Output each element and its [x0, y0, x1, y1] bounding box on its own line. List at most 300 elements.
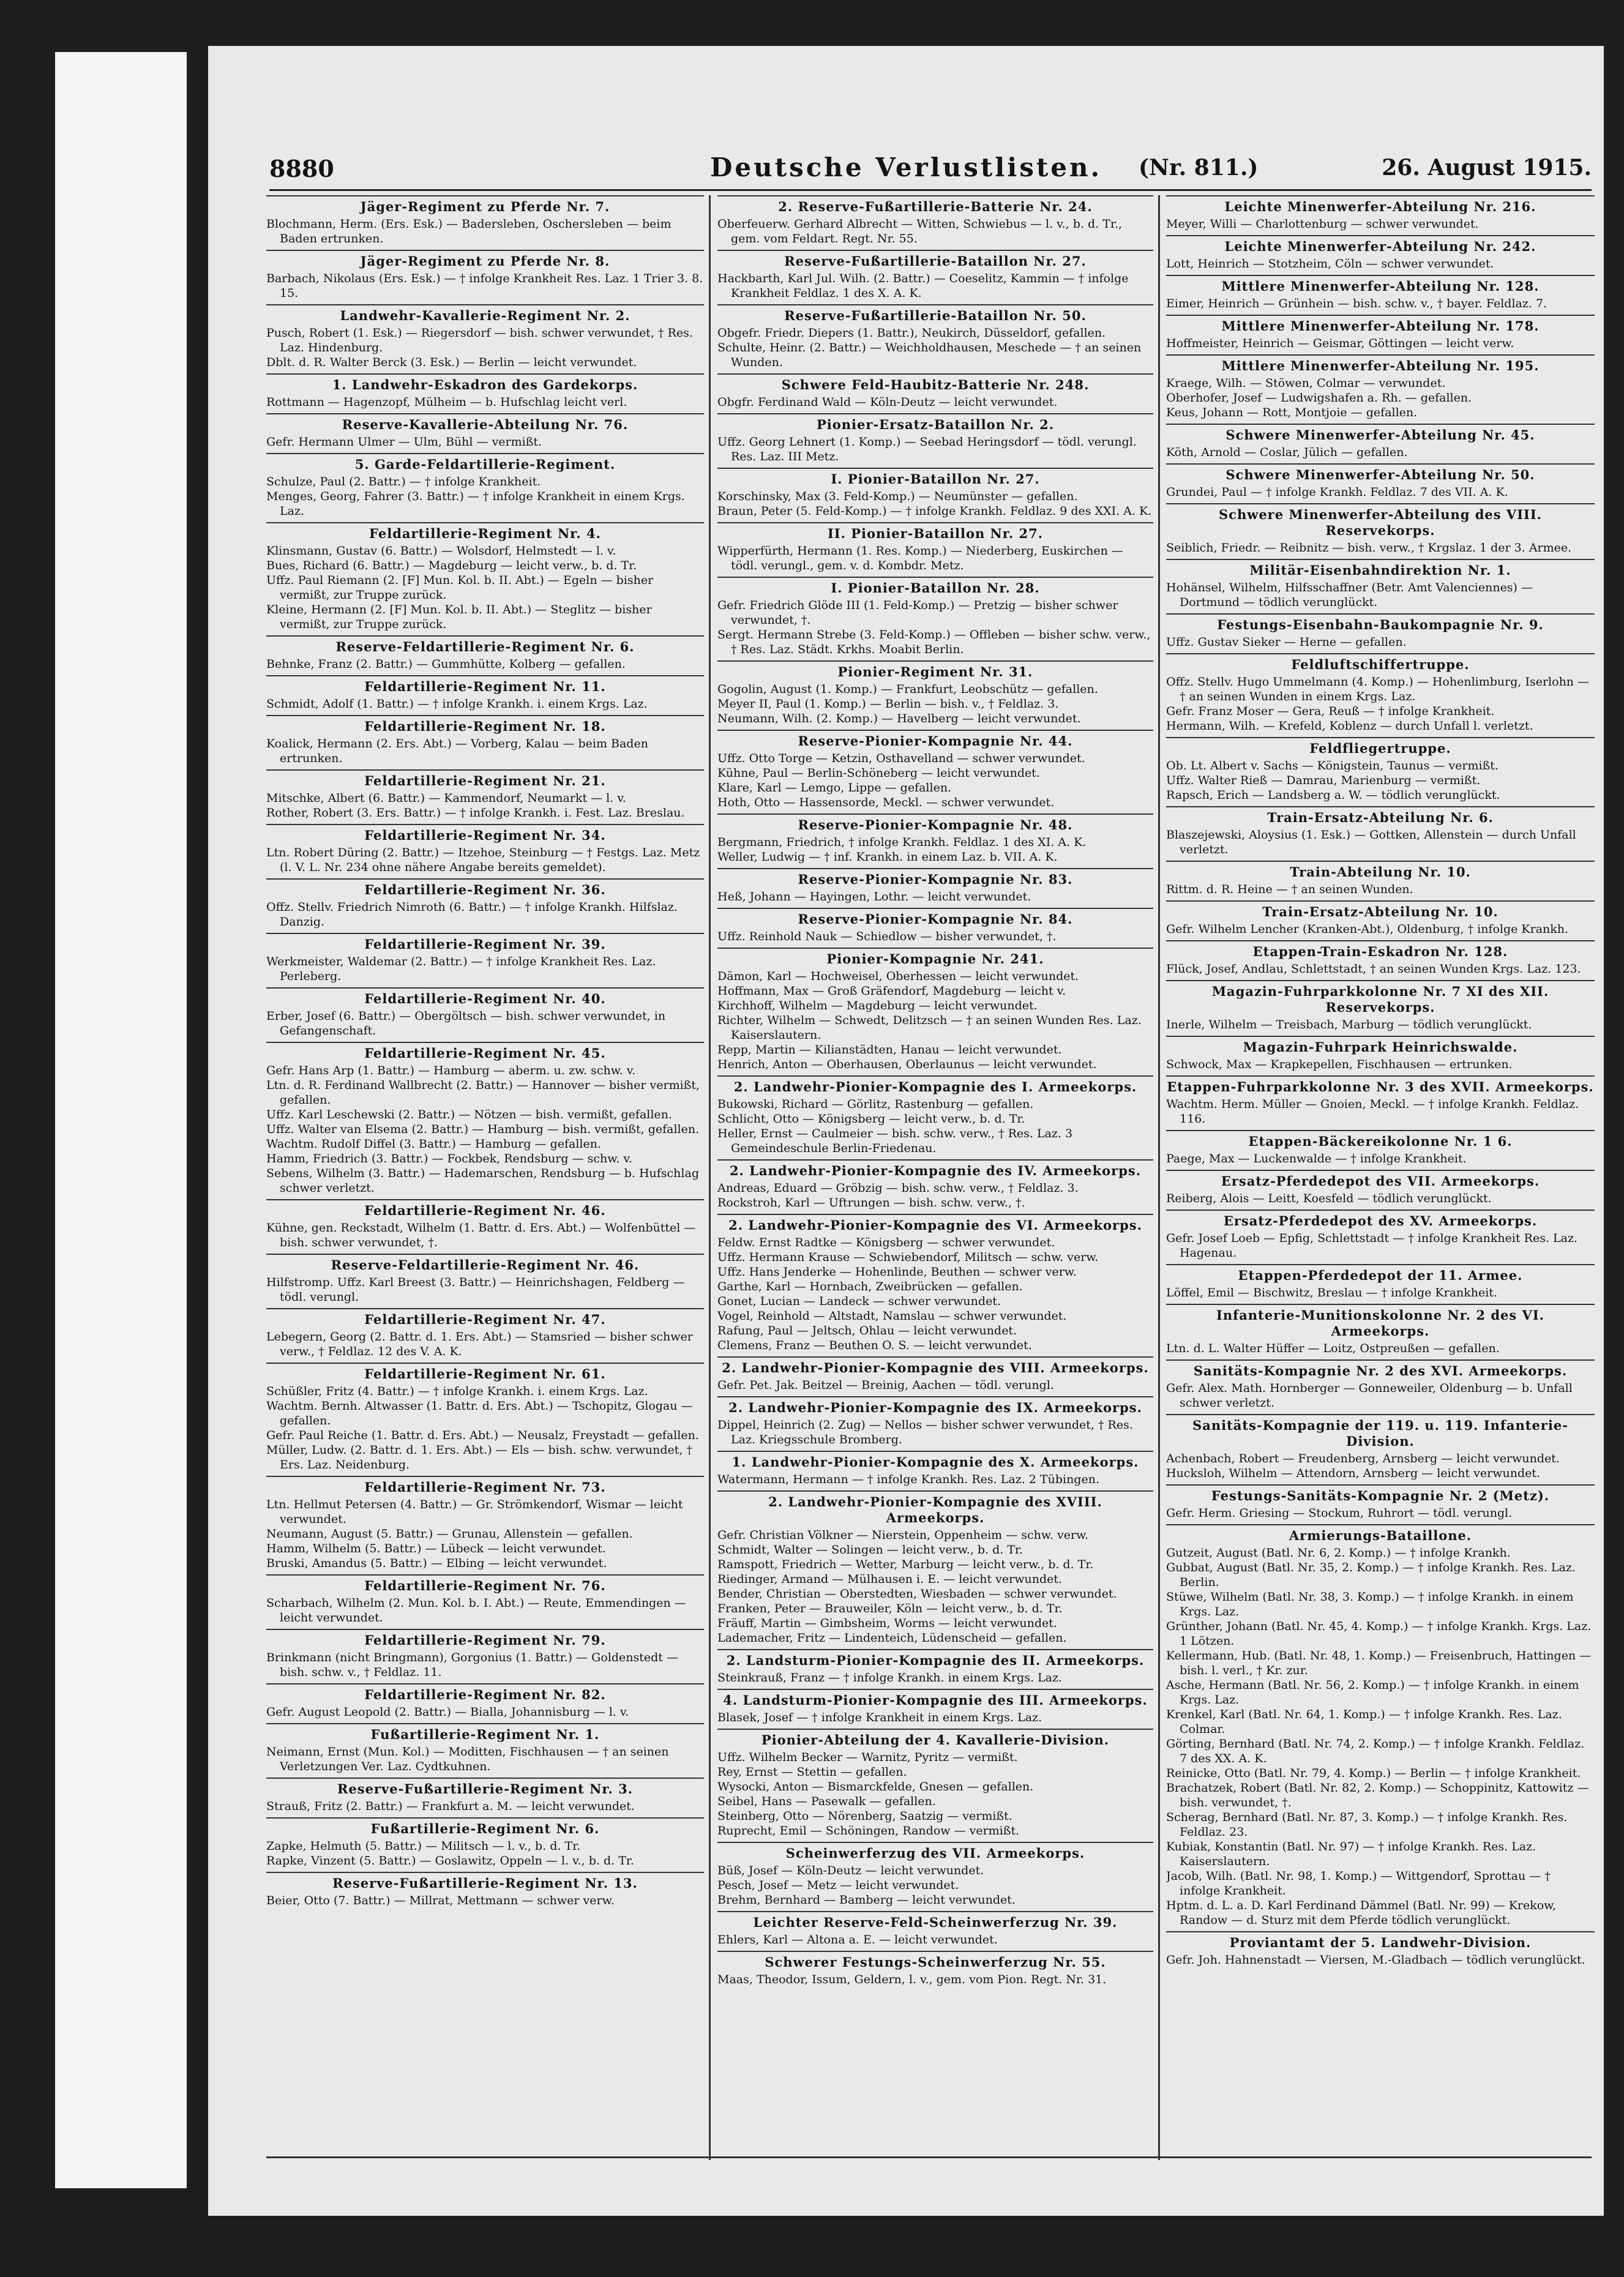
unit-heading: 2. Landwehr-Pionier-Kompagnie des VIII. Armeekorps. — [722, 1360, 1149, 1375]
unit-heading: Leichte Minenwerfer-Abteilung Nr. 242. — [1224, 239, 1536, 254]
casualty-entry: Wachtm. Herm. Müller — Gnoien, Meckl. — † infolge Krankh. Feldlaz. 116. — [1166, 1097, 1579, 1126]
casualty-section — [266, 1476, 704, 1574]
unit-heading: Reserve-Pionier-Kompagnie Nr. 44. — [798, 733, 1073, 749]
column-1 — [266, 195, 704, 2154]
unit-heading: Feldfliegertruppe. — [1309, 741, 1451, 756]
casualty-entry: Steinberg, Otto — Nörenberg, Saatzig — vermißt. — [717, 1809, 1012, 1823]
unit-heading: 2. Reserve-Fußartillerie-Batterie Nr. 24. — [778, 199, 1093, 214]
casualty-entry: Offz. Stellv. Friedrich Nimroth (6. Battr.) — † infolge Krankh. Hilfslaz. Danzig. — [266, 900, 678, 929]
casualty-section — [717, 1075, 1153, 1159]
casualty-entry: Gefr. Hermann Ulmer — Ulm, Bühl — vermißt. — [266, 435, 542, 449]
casualty-entry: Lademacher, Fritz — Lindenteich, Lüdenscheid — gefallen. — [717, 1631, 1067, 1645]
casualty-section — [717, 577, 1153, 660]
page-header — [269, 150, 1592, 191]
casualty-entry: Meyer II, Paul (1. Komp.) — Berlin — bish. v., † Feldlaz. 3. — [717, 697, 1059, 711]
unit-heading: Magazin-Fuhrpark Heinrichswalde. — [1243, 1039, 1518, 1055]
unit-heading: Etappen-Fuhrparkkolonne Nr. 3 des XVII. Armeekorps. — [1167, 1079, 1594, 1094]
unit-heading: Train-Ersatz-Abteilung Nr. 6. — [1267, 810, 1494, 825]
casualty-entry: Kirchhoff, Wilhelm — Magdeburg — leicht verwundet. — [717, 999, 1038, 1012]
casualty-section — [1166, 806, 1595, 861]
casualty-entry: Schlicht, Otto — Königsberg — leicht verw., b. d. Tr. — [717, 1112, 1025, 1126]
casualty-entry: Obgefr. Friedr. Diepers (1. Battr.), Neukirch, Düsseldorf, gefallen. — [717, 326, 1106, 340]
unit-heading: 2. Landsturm-Pionier-Kompagnie des II. Armeekorps. — [726, 1653, 1145, 1668]
casualty-entry: Ehlers, Karl — Altona a. E. — leicht verwundet. — [717, 1933, 998, 1946]
column-2 — [717, 195, 1153, 2154]
casualty-section — [717, 195, 1153, 250]
column-3 — [1166, 195, 1595, 2154]
casualty-entry: Scharbach, Wilhelm (2. Mun. Kol. b. I. Abt.) — Reute, Emmendingen — leicht verwundet. — [266, 1596, 686, 1625]
casualty-entry: Wipperfürth, Hermann (1. Res. Komp.) — Niederberg, Euskirchen — tödl. verungl., gem. v. d. Kombdr. Metz. — [717, 544, 1123, 572]
unit-heading: Pionier-Kompagnie Nr. 241. — [826, 951, 1044, 967]
casualty-section — [266, 635, 704, 675]
casualty-entry: Oberfeuerw. Gerhard Albrecht — Witten, Schwiebus — l. v., b. d. Tr., gem. vom Feldart. Regt. Nr. 55. — [717, 217, 1123, 245]
unit-heading: Sanitäts-Kompagnie Nr. 2 des XVI. Armeekorps. — [1193, 1363, 1568, 1378]
casualty-entry: Reinicke, Otto (Batl. Nr. 79, 4. Komp.) — Berlin — † infolge Krankheit. — [1166, 1767, 1581, 1780]
unit-heading: Militär-Eisenbahndirektion Nr. 1. — [1249, 563, 1511, 578]
unit-heading: Feldartillerie-Regiment Nr. 82. — [364, 1687, 606, 1702]
casualty-entry: Schmidt, Adolf (1. Battr.) — † infolge Krankh. i. einem Krgs. Laz. — [266, 697, 648, 711]
casualty-section — [1166, 1075, 1595, 1130]
casualty-entry: Hilfstromp. Uffz. Karl Breest (3. Battr.) — Heinrichshagen, Feldberg — tödl. verungl. — [266, 1276, 685, 1304]
casualty-entry: Kubiak, Konstantin (Batl. Nr. 97) — † infolge Krankh. Res. Laz. Kaiserslautern. — [1166, 1840, 1536, 1868]
casualty-entry: Uffz. Walter Rieß — Damrau, Marienburg — vermißt. — [1166, 774, 1481, 787]
unit-heading: Leichte Minenwerfer-Abteilung Nr. 216. — [1224, 199, 1536, 214]
casualty-entry: Uffz. Walter van Elsema (2. Battr.) — Hamburg — bish. vermißt, gefallen. — [266, 1123, 700, 1136]
casualty-entry: Lebegern, Georg (2. Battr. d. 1. Ers. Abt.) — Stamsried — bisher schwer verw., † Feldlaz. 12 des V. A. K. — [266, 1330, 693, 1358]
casualty-entry: Achenbach, Robert — Freudenberg, Arnsberg — leicht verwundet. — [1166, 1452, 1560, 1465]
casualty-entry: Schmidt, Walter — Solingen — leicht verw., b. d. Tr. — [717, 1543, 1023, 1557]
unit-heading: Leichter Reserve-Feld-Scheinwerferzug Nr. 39. — [753, 1915, 1118, 1930]
page-number: 8880 — [269, 155, 334, 182]
casualty-entry: Paege, Max — Luckenwalde — † infolge Krankheit. — [1166, 1152, 1467, 1165]
unit-heading: Etappen-Bäckereikolonne Nr. 1 6. — [1248, 1134, 1513, 1149]
unit-heading: 1. Landwehr-Eskadron des Gardekorps. — [332, 377, 638, 392]
unit-heading: Jäger-Regiment zu Pferde Nr. 7. — [360, 199, 610, 214]
casualty-section — [1166, 1264, 1595, 1304]
unit-heading: 4. Landsturm-Pionier-Kompagnie des III. Armeekorps. — [723, 1692, 1148, 1708]
casualty-entry: Hackbarth, Karl Jul. Wilh. (2. Battr.) — Coeselitz, Kammin — † infolge Krankheit Feldlaz. 1 des X. A. K. — [717, 272, 1129, 300]
casualty-section — [266, 1363, 704, 1476]
casualty-entry: Schulze, Paul (2. Battr.) — † infolge Krankheit. — [266, 475, 541, 488]
casualty-entry: Gefr. Josef Loeb — Epfig, Schlettstadt — † infolge Krankheit Res. Laz. Hagenau. — [1166, 1232, 1578, 1260]
unit-heading: Feldartillerie-Regiment Nr. 61. — [364, 1366, 606, 1382]
casualty-entry: Brachatzek, Robert (Batl. Nr. 82, 2. Komp.) — Schoppinitz, Kattowitz — bish. verwundet, †. — [1166, 1781, 1589, 1809]
unit-heading: Pionier-Ersatz-Bataillon Nr. 2. — [816, 417, 1055, 432]
casualty-section — [1166, 1210, 1595, 1264]
casualty-entry: Repp, Martin — Kilianstädten, Hanau — leicht verwundet. — [717, 1043, 1062, 1056]
casualty-section — [266, 522, 704, 635]
casualty-section — [717, 373, 1153, 413]
casualty-section — [1166, 235, 1595, 275]
casualty-section — [717, 1159, 1153, 1214]
casualty-entry: Gefr. Paul Reiche (1. Battr. d. Ers. Abt.) — Neusalz, Freystadt — gefallen. — [266, 1429, 699, 1442]
casualty-section — [1166, 1414, 1595, 1484]
casualty-entry: Sergt. Hermann Strebe (3. Feld-Komp.) — Offleben — bisher schw. verw., † Res. Laz. Städt. Krkhs. Moabit Berlin. — [717, 628, 1151, 656]
casualty-entry: Asche, Hermann (Batl. Nr. 56, 2. Komp.) — † infolge Krankh. in einem Krgs. Laz. — [1166, 1678, 1579, 1707]
casualty-section — [266, 373, 704, 413]
unit-heading: Schwerer Festungs-Scheinwerferzug Nr. 55. — [765, 1954, 1106, 1970]
casualty-entry: Wachtm. Rudolf Diffel (3. Battr.) — Hamburg — gefallen. — [266, 1137, 602, 1151]
casualty-entry: Ltn. Robert Düring (2. Battr.) — Itzehoe, Steinburg — † Festgs. Laz. Metz (l. V. L. Nr. 234 ohne nähere Angabe bereits gemeldet). — [266, 846, 700, 874]
casualty-section — [1166, 463, 1595, 503]
casualty-section — [1166, 1484, 1595, 1524]
casualty-section — [717, 1842, 1153, 1911]
casualty-entry: Hohänsel, Wilhelm, Hilfsschaffner (Betr. Amt Valenciennes) — Dortmund — tödlich verunglückt. — [1166, 581, 1533, 609]
unit-heading: Reserve-Fußartillerie-Regiment Nr. 3. — [337, 1781, 634, 1797]
casualty-section — [717, 660, 1153, 730]
casualty-entry: Rafung, Paul — Jeltsch, Ohlau — leicht verwundet. — [717, 1324, 1017, 1337]
column-divider — [1158, 195, 1160, 2160]
casualty-entry: Brinkmann (nicht Bringmann), Gorgonius (1. Battr.) — Goldenstedt — bish. schw. v., † Feldlaz. 11. — [266, 1651, 678, 1679]
casualty-entry: Neumann, August (5. Battr.) — Grunau, Allenstein — gefallen. — [266, 1527, 633, 1541]
casualty-section — [266, 1683, 704, 1723]
casualty-entry: Uffz. Wilhelm Becker — Warnitz, Pyritz — vermißt. — [717, 1751, 1018, 1764]
casualty-entry: Garthe, Karl — Hornbach, Zweibrücken — gefallen. — [717, 1280, 1023, 1293]
casualty-section — [717, 1490, 1153, 1649]
casualty-entry: Korschinsky, Max (3. Feld-Komp.) — Neumünster — gefallen. — [717, 490, 1078, 503]
casualty-entry: Hucksloh, Wilhelm — Attendorn, Arnsberg — leicht verwundet. — [1166, 1467, 1541, 1480]
unit-heading: I. Pionier-Bataillon Nr. 28. — [831, 580, 1040, 596]
unit-heading: Mittlere Minenwerfer-Abteilung Nr. 195. — [1221, 358, 1540, 373]
unit-heading: Feldartillerie-Regiment Nr. 45. — [364, 1045, 606, 1061]
casualty-entry: Schüßler, Fritz (4. Battr.) — † infolge Krankh. i. einem Krgs. Laz. — [266, 1385, 648, 1398]
casualty-section — [717, 908, 1153, 948]
casualty-entry: Bukowski, Richard — Görlitz, Rastenburg — gefallen. — [717, 1097, 1034, 1111]
unit-heading: 2. Landwehr-Pionier-Kompagnie des I. Armeekorps. — [733, 1079, 1137, 1094]
casualty-section — [717, 1729, 1153, 1842]
casualty-entry: Hamm, Friedrich (3. Battr.) — Fockbek, Rendsburg — schw. v. — [266, 1152, 632, 1165]
casualty-entry: Maas, Theodor, Issum, Geldern, l. v., gem. vom Pion. Regt. Nr. 31. — [717, 1973, 1107, 1986]
unit-heading: Reserve-Feldartillerie-Regiment Nr. 6. — [335, 639, 635, 654]
casualty-entry: Clemens, Franz — Beuthen O. S. — leicht verwundet. — [717, 1339, 1032, 1352]
unit-heading: Feldartillerie-Regiment Nr. 4. — [369, 526, 601, 541]
casualty-entry: Gefr. Wilhelm Lencher (Kranken-Abt.), Oldenburg, † infolge Krankh. — [1166, 922, 1569, 936]
unit-heading: II. Pionier-Bataillon Nr. 27. — [827, 526, 1044, 541]
casualty-entry: Seiblich, Friedr. — Reibnitz — bish. verw., † Krgslaz. 1 der 3. Armee. — [1166, 541, 1572, 555]
casualty-entry: Kühne, gen. Reckstadt, Wilhelm (1. Battr. d. Ers. Abt.) — Wolfenbüttel — bish. schwer verwundet, †. — [266, 1221, 696, 1249]
casualty-section — [1166, 195, 1595, 235]
casualty-section — [1166, 1931, 1595, 1971]
casualty-entry: Hermann, Wilh. — Krefeld, Koblenz — durch Unfall l. verletzt. — [1166, 719, 1533, 733]
casualty-entry: Bues, Richard (6. Battr.) — Magdeburg — leicht verw., b. d. Tr. — [266, 559, 637, 572]
casualty-entry: Ob. Lt. Albert v. Sachs — Königstein, Taunus — vermißt. — [1166, 759, 1499, 772]
casualty-section — [266, 1778, 704, 1817]
unit-heading: Festungs-Sanitäts-Kompagnie Nr. 2 (Metz). — [1211, 1488, 1550, 1503]
casualty-entry: Kraege, Wilh. — Stöwen, Colmar — verwundet. — [1166, 376, 1446, 390]
casualty-section — [266, 413, 704, 453]
casualty-section — [1166, 653, 1595, 737]
casualty-section — [266, 250, 704, 304]
casualty-section — [1166, 1170, 1595, 1210]
casualty-entry: Schulte, Heinr. (2. Battr.) — Weichholdhausen, Meschede — † an seinen Wunden. — [717, 341, 1142, 369]
casualty-entry: Löffel, Emil — Bischwitz, Breslau — † infolge Krankheit. — [1166, 1286, 1497, 1299]
casualty-entry: Rittm. d. R. Heine — † an seinen Wunden. — [1166, 883, 1413, 896]
unit-heading: Reserve-Kavallerie-Abteilung Nr. 76. — [342, 417, 629, 432]
casualty-entry: Uffz. Gustav Sieker — Herne — gefallen. — [1166, 635, 1407, 649]
casualty-entry: Gubbat, August (Batl. Nr. 35, 2. Komp.) — † infolge Krankh. Res. Laz. Berlin. — [1166, 1561, 1576, 1589]
unit-heading: Magazin-Fuhrparkkolonne Nr. 7 XI des XII. Reservekorps. — [1211, 984, 1549, 1015]
unit-heading: Fußartillerie-Regiment Nr. 1. — [370, 1727, 600, 1742]
casualty-entry: Flück, Josef, Andlau, Schlettstadt, † an seinen Wunden Krgs. Laz. 123. — [1166, 962, 1581, 976]
casualty-entry: Oberhofer, Josef — Ludwigshafen a. Rh. — gefallen. — [1166, 391, 1472, 405]
casualty-entry: Wachtm. Bernh. Altwasser (1. Battr. d. Ers. Abt.) — Tschopitz, Glogau — gefallen. — [266, 1399, 693, 1427]
casualty-section — [266, 453, 704, 522]
unit-heading: Schwere Minenwerfer-Abteilung des VIII. Reservekorps. — [1219, 507, 1542, 538]
casualty-entry: Hoffmann, Max — Groß Gräfendorf, Magdeburg — leicht v. — [717, 984, 1066, 998]
casualty-entry: Rottmann — Hagenzopf, Mülheim — b. Hufschlag leicht verl. — [266, 395, 627, 409]
casualty-entry: Weller, Ludwig — † inf. Krankh. in einem Laz. b. VII. A. K. — [717, 850, 1058, 864]
casualty-entry: Rapsch, Erich — Landsberg a. W. — tödlich verunglückt. — [1166, 788, 1500, 802]
casualty-entry: Andreas, Eduard — Gröbzig — bish. schw. verw., † Feldlaz. 3. — [717, 1181, 1079, 1195]
casualty-entry: Menges, Georg, Fahrer (3. Battr.) — † infolge Krankheit in einem Krgs. Laz. — [266, 490, 685, 518]
unit-heading: Scheinwerferzug des VII. Armeekorps. — [785, 1845, 1085, 1861]
unit-heading: Ersatz-Pferdedepot des VII. Armeekorps. — [1221, 1173, 1540, 1189]
casualty-section — [717, 1214, 1153, 1356]
casualty-section — [717, 1951, 1153, 1991]
unit-heading: Reserve-Fußartillerie-Regiment Nr. 13. — [332, 1875, 638, 1891]
casualty-entry: Gefr. Pet. Jak. Beitzel — Breinig, Aachen — tödl. verungl. — [717, 1378, 1054, 1392]
unit-heading: Etappen-Pferdedepot der 11. Armee. — [1238, 1268, 1523, 1283]
unit-heading: Landwehr-Kavallerie-Regiment Nr. 2. — [340, 308, 631, 323]
casualty-entry: Kleine, Hermann (2. [F] Mun. Kol. b. II. Abt.) — Steglitz — bisher vermißt, zur Truppe zurück. — [266, 603, 652, 631]
casualty-entry: Hptm. d. L. a. D. Karl Ferdinand Dämmel (Batl. Nr. 99) — Krekow, Randow — d. Sturz mit dem Pferde tödlich verunglückt. — [1166, 1899, 1557, 1927]
casualty-section — [266, 675, 704, 715]
casualty-section — [266, 1629, 704, 1683]
unit-heading: Jäger-Regiment zu Pferde Nr. 8. — [360, 253, 610, 269]
casualty-entry: Ltn. d. R. Ferdinand Wallbrecht (2. Battr.) — Hannover — bisher vermißt, gefallen. — [266, 1079, 700, 1107]
unit-heading: 2. Landwehr-Pionier-Kompagnie des VI. Armeekorps. — [728, 1217, 1142, 1233]
casualty-entry: Gefr. Joh. Hahnenstadt — Viersen, M.-Gladbach — tödlich verunglückt. — [1166, 1953, 1585, 1967]
casualty-section — [717, 1649, 1153, 1689]
unit-heading: Reserve-Pionier-Kompagnie Nr. 83. — [798, 872, 1073, 887]
casualty-entry: Sebens, Wilhelm (3. Battr.) — Hademarschen, Rendsburg — b. Hufschlag schwer verletzt. — [266, 1167, 699, 1195]
casualty-entry: Brehm, Bernhard — Bamberg — leicht verwundet. — [717, 1893, 1016, 1907]
casualty-entry: Rother, Robert (3. Ers. Battr.) — † infolge Krankh. i. Fest. Laz. Breslau. — [266, 806, 685, 820]
casualty-section — [1166, 737, 1595, 806]
casualty-entry: Bergmann, Friedrich, † infolge Krankh. Feldlaz. 1 des XI. A. K. — [717, 836, 1087, 849]
unit-heading: Armierungs-Bataillone. — [1289, 1528, 1472, 1543]
unit-heading: Feldartillerie-Regiment Nr. 46. — [364, 1203, 606, 1218]
unit-heading: Feldartillerie-Regiment Nr. 79. — [364, 1632, 606, 1648]
casualty-entry: Uffz. Otto Torge — Ketzin, Osthavelland — schwer verwundet. — [717, 752, 1085, 765]
unit-heading: Feldartillerie-Regiment Nr. 34. — [364, 828, 606, 843]
unit-heading: Mittlere Minenwerfer-Abteilung Nr. 128. — [1221, 279, 1540, 294]
casualty-section — [266, 195, 704, 250]
casualty-entry: Klinsmann, Gustav (6. Battr.) — Wolsdorf, Helmstedt — l. v. — [266, 544, 616, 558]
casualty-entry: Hoffmeister, Heinrich — Geismar, Göttingen — leicht verw. — [1166, 337, 1514, 350]
unit-heading: Feldartillerie-Regiment Nr. 11. — [364, 679, 606, 694]
casualty-section — [717, 250, 1153, 304]
casualty-section — [717, 1911, 1153, 1951]
casualty-section — [1166, 980, 1595, 1036]
issue-number: (Nr. 811.) — [1139, 155, 1259, 181]
casualty-entry: Henrich, Anton — Oberhausen, Oberlaunus — leicht verwundet. — [717, 1058, 1097, 1071]
casualty-entry: Fräuff, Martin — Gimbsheim, Worms — leicht verwundet. — [717, 1617, 1057, 1630]
unit-heading: 1. Landwehr-Pionier-Kompagnie des X. Armeekorps. — [732, 1454, 1139, 1470]
casualty-section — [1166, 503, 1595, 559]
unit-heading: Reserve-Pionier-Kompagnie Nr. 48. — [798, 817, 1073, 832]
casualty-section — [1166, 424, 1595, 463]
casualty-entry: Jacob, Wilh. (Batl. Nr. 98, 1. Komp.) — Wittgendorf, Sprottau — † infolge Krankheit. — [1166, 1869, 1551, 1898]
casualty-entry: Vogel, Reinhold — Altstadt, Namslau — schwer verwundet. — [717, 1309, 1067, 1323]
casualty-entry: Gefr. Franz Moser — Gera, Reuß — † infolge Krankheit. — [1166, 705, 1495, 718]
casualty-entry: Rapke, Vinzent (5. Battr.) — Goslawitz, Oppeln — l. v., b. d. Tr. — [266, 1854, 634, 1868]
casualty-entry: Erber, Josef (6. Battr.) — Obergöltsch — bish. schwer verwundet, in Gefangenschaft. — [266, 1009, 666, 1038]
unit-heading: Reserve-Feldartillerie-Regiment Nr. 46. — [331, 1257, 640, 1273]
unit-heading: Reserve-Fußartillerie-Bataillon Nr. 50. — [784, 308, 1087, 323]
casualty-entry: Strauß, Fritz (2. Battr.) — Frankfurt a. M. — leicht verwundet. — [266, 1800, 635, 1813]
left-page-edge — [55, 52, 187, 2188]
casualty-section — [1166, 275, 1595, 315]
casualty-entry: Uffz. Hans Jenderke — Hohenlinde, Beuthen — schwer verw. — [717, 1265, 1077, 1279]
casualty-entry: Meyer, Willi — Charlottenburg — schwer verwundet. — [1166, 217, 1479, 231]
casualty-entry: Uffz. Paul Riemann (2. [F] Mun. Kol. b. II. Abt.) — Egeln — bisher vermißt, zur Truppe zurück. — [266, 574, 654, 602]
casualty-section — [1166, 1524, 1595, 1931]
casualty-entry: Ltn. Hellmut Petersen (4. Battr.) — Gr. Strömkendorf, Wismar — leicht verwundet. — [266, 1498, 683, 1526]
casualty-entry: Obgfr. Ferdinand Wald — Köln-Deutz — leicht verwundet. — [717, 395, 1058, 409]
casualty-entry: Scherag, Bernhard (Batl. Nr. 87, 3. Komp.) — † infolge Krankh. Res. Feldlaz. 23. — [1166, 1811, 1568, 1839]
casualty-entry: Lott, Heinrich — Stotzheim, Cöln — schwer verwundet. — [1166, 257, 1494, 271]
unit-heading: Feldartillerie-Regiment Nr. 18. — [364, 719, 606, 734]
casualty-section — [266, 933, 704, 987]
casualty-section — [266, 878, 704, 933]
casualty-section — [1166, 1304, 1595, 1359]
unit-heading: Feldartillerie-Regiment Nr. 36. — [364, 882, 606, 897]
casualty-section — [1166, 1130, 1595, 1170]
casualty-section — [717, 522, 1153, 577]
unit-heading: Pionier-Abteilung der 4. Kavallerie-Division. — [761, 1732, 1110, 1748]
casualty-entry: Gutzeit, August (Batl. Nr. 6, 2. Komp.) — † infolge Krankh. — [1166, 1546, 1511, 1560]
unit-heading: Proviantamt der 5. Landwehr-Division. — [1229, 1935, 1532, 1950]
casualty-entry: Barbach, Nikolaus (Ers. Esk.) — † infolge Krankheit Res. Laz. 1 Trier 3. 8. 15. — [266, 272, 703, 300]
page-title: Deutsche Verlustlisten. — [710, 152, 1102, 182]
casualty-section — [266, 304, 704, 373]
casualty-entry: Gogolin, August (1. Komp.) — Frankfurt, Leobschütz — gefallen. — [717, 682, 1098, 696]
unit-heading: Feldartillerie-Regiment Nr. 76. — [364, 1578, 606, 1593]
casualty-entry: Stüwe, Wilhelm (Batl. Nr. 38, 3. Komp.) — † infolge Krankh. in einem Krgs. Laz. — [1166, 1590, 1574, 1618]
casualty-entry: Behnke, Franz (2. Battr.) — Gummhütte, Kolberg — gefallen. — [266, 657, 626, 671]
casualty-section — [266, 715, 704, 769]
casualty-section — [266, 1254, 704, 1308]
unit-heading: Fußartillerie-Regiment Nr. 6. — [370, 1821, 600, 1836]
casualty-entry: Bruski, Amandus (5. Battr.) — Elbing — leicht verwundet. — [266, 1557, 607, 1570]
casualty-entry: Köth, Arnold — Coslar, Jülich — gefallen. — [1166, 446, 1408, 459]
casualty-section — [266, 1872, 704, 1912]
unit-heading: Pionier-Regiment Nr. 31. — [837, 664, 1033, 679]
casualty-section — [717, 468, 1153, 522]
casualty-entry: Uffz. Hermann Krause — Schwiebendorf, Militsch — schw. verw. — [717, 1251, 1099, 1264]
casualty-section — [717, 1689, 1153, 1729]
casualty-entry: Zapke, Helmuth (5. Battr.) — Militsch — l. v., b. d. Tr. — [266, 1839, 581, 1853]
casualty-entry: Heller, Ernst — Caulmeier — bish. schw. verw., † Res. Laz. 3 Gemeindeschule Berlin-Friedenau. — [717, 1127, 1073, 1155]
unit-heading: Feldluftschiffertruppe. — [1291, 657, 1470, 672]
casualty-entry: Ltn. d. L. Walter Hüffer — Loitz, Ostpreußen — gefallen. — [1166, 1342, 1500, 1355]
unit-heading: 2. Landwehr-Pionier-Kompagnie des XVIII. Armeekorps. — [768, 1494, 1102, 1525]
casualty-entry: Schwock, Max — Krapkepellen, Fischhausen — ertrunken. — [1166, 1058, 1513, 1071]
casualty-entry: Reiberg, Alois — Leitt, Koesfeld — tödlich verunglückt. — [1166, 1192, 1492, 1205]
newspaper-page — [208, 46, 1604, 2216]
casualty-entry: Neimann, Ernst (Mun. Kol.) — Moditten, Fischhausen — † an seinen Verletzungen Ver. Laz. Cydtkuhnen. — [266, 1745, 669, 1773]
unit-heading: Reserve-Pionier-Kompagnie Nr. 84. — [798, 911, 1073, 927]
casualty-entry: Seibel, Hans — Pasewalk — gefallen. — [717, 1795, 936, 1808]
casualty-entry: Gefr. August Leopold (2. Battr.) — Bialla, Johannisburg — l. v. — [266, 1705, 629, 1719]
casualty-entry: Gefr. Christian Völkner — Nierstein, Oppenheim — schw. verw. — [717, 1528, 1089, 1542]
casualty-section — [266, 1817, 704, 1872]
casualty-entry: Grünther, Johann (Batl. Nr. 45, 4. Komp.) — † infolge Krankh. Krgs. Laz. 1 Lötzen. — [1166, 1620, 1592, 1648]
unit-heading: 2. Landwehr-Pionier-Kompagnie des IX. Armeekorps. — [728, 1400, 1142, 1415]
casualty-section — [1166, 354, 1595, 424]
casualty-entry: Offz. Stellv. Hugo Ummelmann (4. Komp.) — Hohenlimburg, Iserlohn — † an seinen Wunden in einem Krgs. Laz. — [1166, 675, 1590, 703]
casualty-section — [1166, 315, 1595, 354]
casualty-section — [717, 868, 1153, 908]
casualty-entry: Franken, Peter — Brauweiler, Köln — leicht verw., b. d. Tr. — [717, 1602, 1063, 1615]
unit-heading: Reserve-Fußartillerie-Bataillon Nr. 27. — [784, 253, 1087, 269]
casualty-entry: Dämon, Karl — Hochweisel, Oberhessen — leicht verwundet. — [717, 970, 1079, 983]
unit-heading: Feldartillerie-Regiment Nr. 21. — [364, 773, 606, 788]
casualty-entry: Richter, Wilhelm — Schwedt, Delitzsch — † an seinen Wunden Res. Laz. Kaiserslautern. — [717, 1014, 1142, 1042]
casualty-entry: Görting, Bernhard (Batl. Nr. 74, 2. Komp.) — † infolge Krankh. Feldlaz. 7 des XX. A. K. — [1166, 1737, 1585, 1765]
casualty-entry: Müller, Ludw. (2. Battr. d. 1. Ers. Abt.) — Els — bish. schw. verwundet, † Ers. Laz. Neidenburg. — [266, 1443, 692, 1471]
unit-heading: Train-Ersatz-Abteilung Nr. 10. — [1262, 904, 1499, 919]
unit-heading: Mittlere Minenwerfer-Abteilung Nr. 178. — [1221, 318, 1540, 334]
casualty-entry: Klare, Karl — Lemgo, Lippe — gefallen. — [717, 781, 952, 795]
casualty-entry: Pesch, Josef — Metz — leicht verwundet. — [717, 1879, 959, 1892]
casualty-entry: Hamm, Wilhelm (5. Battr.) — Lübeck — leicht verwundet. — [266, 1542, 606, 1555]
casualty-entry: Rockstroh, Karl — Uftrungen — bish. schw. verw., †. — [717, 1196, 1025, 1210]
casualty-entry: Dblt. d. R. Walter Berck (3. Esk.) — Berlin — leicht verwundet. — [266, 356, 637, 369]
casualty-entry: Watermann, Hermann — † infolge Krankh. Res. Laz. 2 Tübingen. — [717, 1473, 1099, 1486]
unit-heading: Feldartillerie-Regiment Nr. 40. — [364, 991, 606, 1006]
unit-heading: Feldartillerie-Regiment Nr. 73. — [364, 1479, 606, 1495]
casualty-entry: Heß, Johann — Hayingen, Lothr. — leicht verwundet. — [717, 890, 1031, 903]
casualty-entry: Gefr. Hans Arp (1. Battr.) — Hamburg — aberm. u. zw. schw. v. — [266, 1064, 636, 1077]
casualty-section — [1166, 940, 1595, 980]
unit-heading: Train-Abteilung Nr. 10. — [1290, 864, 1471, 880]
unit-heading: Infanterie-Munitionskolonne Nr. 2 des VI. Armeekorps. — [1216, 1307, 1544, 1339]
casualty-section — [266, 1574, 704, 1629]
casualty-section — [266, 1199, 704, 1254]
column-divider — [709, 195, 711, 2160]
casualty-entry: Uffz. Georg Lehnert (1. Komp.) — Seebad Heringsdorf — tödl. verungl. Res. Laz. III Metz. — [717, 435, 1137, 463]
casualty-section — [717, 730, 1153, 813]
unit-heading: Feldartillerie-Regiment Nr. 47. — [364, 1312, 606, 1327]
casualty-section — [717, 813, 1153, 868]
casualty-entry: Koalick, Hermann (2. Ers. Abt.) — Vorberg, Kalau — beim Baden ertrunken. — [266, 737, 648, 765]
casualty-entry: Inerle, Wilhelm — Treisbach, Marburg — tödlich verunglückt. — [1166, 1018, 1532, 1031]
unit-heading: Feldartillerie-Regiment Nr. 39. — [364, 937, 606, 952]
unit-heading: Ersatz-Pferdedepot des XV. Armeekorps. — [1223, 1213, 1538, 1228]
casualty-entry: Blaszejewski, Aloysius (1. Esk.) — Gottken, Allenstein — durch Unfall verletzt. — [1166, 828, 1576, 856]
issue-date: 26. August 1915. — [1382, 155, 1592, 181]
casualty-entry: Büß, Josef — Köln-Deutz — leicht verwundet. — [717, 1864, 984, 1877]
casualty-entry: Ramspott, Friedrich — Wetter, Marburg — leicht verw., b. d. Tr. — [717, 1558, 1094, 1571]
casualty-entry: Blasek, Josef — † infolge Krankheit in einem Krgs. Laz. — [717, 1711, 1042, 1724]
casualty-entry: Keus, Johann — Rott, Montjoie — gefallen. — [1166, 406, 1418, 419]
casualty-entry: Gonet, Lucian — Landeck — schwer verwundet. — [717, 1295, 1001, 1308]
casualty-entry: Uffz. Karl Leschewski (2. Battr.) — Nötzen — bish. vermißt, gefallen. — [266, 1108, 672, 1121]
bottom-rule — [266, 2156, 1592, 2158]
unit-heading: 5. Garde-Feldartillerie-Regiment. — [354, 457, 616, 472]
casualty-section — [717, 304, 1153, 373]
casualty-section — [1166, 1036, 1595, 1075]
casualty-section — [266, 824, 704, 878]
casualty-entry: Gefr. Friedrich Glöde III (1. Feld-Komp.) — Pretzig — bisher schwer verwundet, †. — [717, 599, 1118, 627]
casualty-section — [1166, 613, 1595, 653]
casualty-section — [266, 987, 704, 1042]
unit-heading: Festungs-Eisenbahn-Baukompagnie Nr. 9. — [1217, 617, 1544, 632]
casualty-entry: Bender, Christian — Oberstedten, Wiesbaden — schwer verwundet. — [717, 1587, 1117, 1601]
casualty-entry: Wysocki, Anton — Bismarckfelde, Gnesen — gefallen. — [717, 1780, 1034, 1793]
